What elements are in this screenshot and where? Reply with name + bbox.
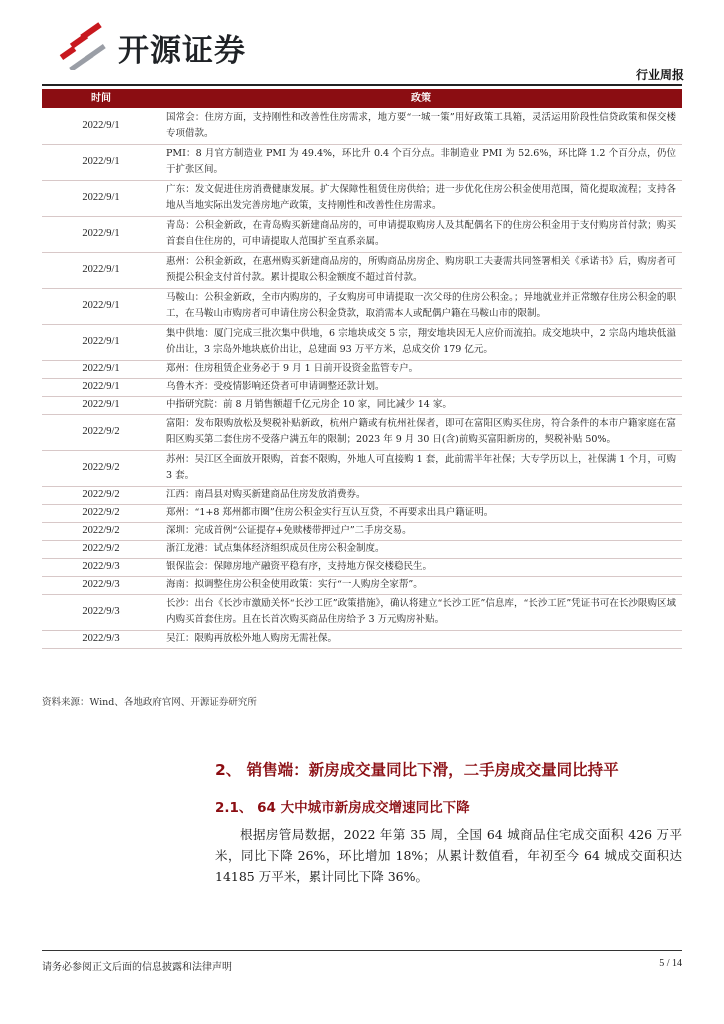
table-row <box>42 594 682 630</box>
row-policy: 吴江：限购再放松外地人购房无需社保。 <box>160 630 682 648</box>
row-date: 2022/9/1 <box>42 108 160 144</box>
row-policy: 马鞍山：公积金新政，全市内购房的，子女购房可申请提取一次父母的住房公积金。；异地就业并正常缴存住房公积金的职工，在马鞍山市购房者可申请住房公积金贷款，取消需本人或配偶户籍在马鞍山市的限制。 <box>160 288 682 324</box>
row-policy: 郑州：“1+8 郑州都市圈”住房公积金实行互认互贷，不再要求出具户籍证明。 <box>160 504 682 522</box>
row-policy: 深圳：完成首例“公证提存+免赎楼带押过户”二手房交易。 <box>160 522 682 540</box>
row-date: 2022/9/1 <box>42 252 160 288</box>
table-row <box>42 324 682 360</box>
row-policy: 惠州：公积金新政，在惠州购买新建商品房的，所购商品房房企、购房职工夫妻需共同签署相关《承诺书》后，购房者可预提公积金支付首付款。累计提取公积金额度不超过首付款。 <box>160 252 682 288</box>
row-policy: 长沙：出台《长沙市激励关怀“长沙工匠”政策措施》，确认将建立“长沙工匠”信息库，“长沙工匠”凭证书可在长沙限购区域内购买首套住房。且在长首次购买商品住房给予 3 万元购房补贴。 <box>160 594 682 630</box>
table-row <box>42 108 682 144</box>
row-date: 2022/9/3 <box>42 594 160 630</box>
table-row <box>42 576 682 594</box>
row-date: 2022/9/1 <box>42 378 160 396</box>
row-policy: 苏州：吴江区全面放开限购，首套不限购，外地人可直接购 1 套，此前需半年社保；大专学历以上，社保满 1 个月，可购 3 套。 <box>160 450 682 486</box>
row-date: 2022/9/2 <box>42 450 160 486</box>
row-date: 2022/9/2 <box>42 522 160 540</box>
policy-table <box>42 89 682 649</box>
row-policy: 中指研究院：前 8 月销售额超千亿元房企 10 家，同比减少 14 家。 <box>160 396 682 414</box>
table-header-row <box>42 89 682 108</box>
row-date: 2022/9/2 <box>42 486 160 504</box>
table-row <box>42 252 682 288</box>
table-row <box>42 486 682 504</box>
table-row <box>42 396 682 414</box>
row-policy: PMI：8 月官方制造业 PMI 为 49.4%，环比升 0.4 个百分点。非制造业 PMI 为 52.6%，环比降 1.2 个百分点，仍位于扩张区间。 <box>160 144 682 180</box>
body-paragraph: 根据房管局数据，2022 年第 35 周，全国 64 城商品住宅成交面积 426 万平米，同比下降 26%，环比增加 18%；从累计数值看，年初至今 64 城成交面积达 14185 万平米，累计同比下降 36%。 <box>215 827 682 884</box>
row-policy: 青岛：公积金新政，在青岛购买新建商品房的，可申请提取购房人及其配偶名下的住房公积金用于支付购房首付款；购买首套自住住房的，可申请提取人范围扩至直系亲属。 <box>160 216 682 252</box>
table-row <box>42 522 682 540</box>
column-header-policy: 政策 <box>160 89 682 108</box>
header-divider <box>42 84 682 86</box>
row-date: 2022/9/1 <box>42 288 160 324</box>
table-row <box>42 180 682 216</box>
table-row <box>42 360 682 378</box>
table-row <box>42 414 682 450</box>
table-row <box>42 558 682 576</box>
row-date: 2022/9/1 <box>42 360 160 378</box>
section-title: 2、 销售端：新房成交量同比下滑，二手房成交量同比持平 <box>215 761 619 779</box>
row-date: 2022/9/3 <box>42 576 160 594</box>
company-logo <box>58 20 278 70</box>
row-policy: 富阳：发布限购放松及契税补贴新政，杭州户籍或有杭州社保者，即可在富阳区购买住房，符合条件的本市户籍家庭在富阳区购买第二套住房不受落户满五年的限制；2023 年 9 月 30 日(含)前购买富阳新房的，契税补贴 50%。 <box>160 414 682 450</box>
footer-divider <box>42 950 682 951</box>
row-date: 2022/9/3 <box>42 558 160 576</box>
company-name: 开源证券 <box>118 33 246 69</box>
row-policy: 乌鲁木齐：受疫情影响还贷者可申请调整还款计划。 <box>160 378 682 396</box>
table-row <box>42 540 682 558</box>
row-date: 2022/9/1 <box>42 144 160 180</box>
footer-disclaimer: 请务必参阅正文后面的信息披露和法律声明 <box>42 962 232 973</box>
row-date: 2022/9/2 <box>42 540 160 558</box>
row-policy: 银保监会：保障房地产融资平稳有序，支持地方保交楼稳民生。 <box>160 558 682 576</box>
row-date: 2022/9/1 <box>42 216 160 252</box>
source-note: 资料来源：Wind、各地政府官网、开源证券研究所 <box>42 697 257 708</box>
row-policy: 广东：发文促进住房消费健康发展。扩大保障性租赁住房供给；进一步优化住房公积金使用范围，简化提取流程；支持各地从当地实际出发完善房地产政策，支持刚性和改善性住房需求。 <box>160 180 682 216</box>
row-date: 2022/9/2 <box>42 414 160 450</box>
logo-mark-icon <box>58 20 112 70</box>
row-policy: 集中供地：厦门完成三批次集中供地，6 宗地块成交 5 宗，翔安地块因无人应价而流拍。成交地块中，2 宗岛内地块低溢价出让，3 宗岛外地块底价出让，总建面 93 万平方米，总成交价 179 亿元。 <box>160 324 682 360</box>
row-date: 2022/9/3 <box>42 630 160 648</box>
row-policy: 国常会：住房方面，支持刚性和改善性住房需求，地方要“一城一策”用好政策工具箱，灵活运用阶段性信贷政策和保交楼专项借款。 <box>160 108 682 144</box>
table-row <box>42 378 682 396</box>
table-row <box>42 630 682 648</box>
table-row <box>42 288 682 324</box>
row-date: 2022/9/1 <box>42 396 160 414</box>
report-type-label: 行业周报 <box>635 68 684 82</box>
row-date: 2022/9/1 <box>42 324 160 360</box>
row-policy: 浙江龙港：试点集体经济组织成员住房公积金制度。 <box>160 540 682 558</box>
table-row <box>42 504 682 522</box>
table-row <box>42 144 682 180</box>
row-date: 2022/9/2 <box>42 504 160 522</box>
row-policy: 江西：南昌县对购买新建商品住房发放消费券。 <box>160 486 682 504</box>
subsection-title: 2.1、 64 大中城市新房成交增速同比下降 <box>215 800 470 816</box>
column-header-date: 时间 <box>42 89 160 108</box>
row-date: 2022/9/1 <box>42 180 160 216</box>
page-number: 5 / 14 <box>659 958 682 969</box>
table-row <box>42 216 682 252</box>
row-policy: 郑州：住房租赁企业务必于 9 月 1 日前开设资金监管专户。 <box>160 360 682 378</box>
table-row <box>42 450 682 486</box>
row-policy: 海南：拟调整住房公积金使用政策：实行“一人购房全家帮”。 <box>160 576 682 594</box>
